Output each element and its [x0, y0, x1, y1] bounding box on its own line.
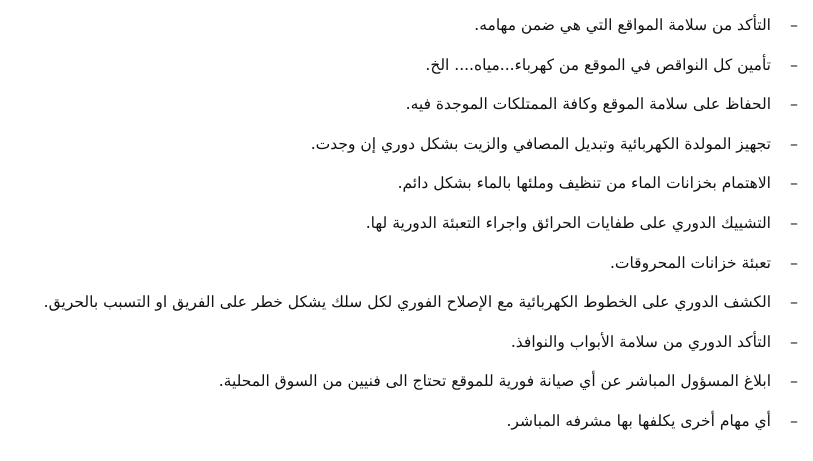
task-text: أي مهام أخرى يكلفها بها مشرفه المباشر.: [506, 411, 771, 430]
dash-bullet: –: [790, 253, 798, 272]
task-text: تعبئة خزانات المحروقات.: [609, 253, 771, 272]
list-item: [0, 406, 813, 446]
task-text: الحفاظ على سلامة الموقع وكافة الممتلكات الموجدة فيه.: [405, 95, 771, 114]
task-text: التأكد من سلامة المواقع التي هي ضمن مهامه.: [474, 16, 771, 34]
dash-bullet: –: [790, 174, 798, 193]
dash-bullet: –: [790, 213, 798, 232]
list-item: [0, 168, 813, 208]
list-item: [0, 50, 813, 90]
task-text: الاهتمام بخزانات الماء من تنظيف وملئها بالماء بشكل دائم.: [397, 174, 771, 193]
task-text: تجهيز المولدة الكهربائية وتبديل المصافي والزيت بشكل دوري إن وجدت.: [310, 134, 771, 153]
task-text: تأمين كل النواقص في الموقع من كهرباء...مياه.... الخ.: [425, 55, 771, 74]
task-text: التأكد الدوري من سلامة الأبواب والنوافذ.: [510, 332, 771, 351]
list-item: [0, 248, 813, 288]
list-item: [0, 208, 813, 248]
task-text: التشييك الدوري على طفايات الحرائق واجراء التعبئة الدورية لها.: [365, 213, 771, 232]
dash-bullet: –: [790, 372, 798, 391]
dash-bullet: –: [790, 411, 798, 430]
list-item: [0, 327, 813, 367]
dash-bullet: –: [790, 55, 798, 74]
dash-bullet: –: [790, 95, 798, 114]
list-item: [0, 89, 813, 129]
list-item: [0, 129, 813, 169]
list-item: [0, 10, 813, 50]
dash-bullet: –: [790, 134, 798, 153]
dash-bullet: –: [790, 16, 798, 34]
task-text: الكشف الدوري على الخطوط الكهربائية مع الإصلاح الفوري لكل سلك يشكل خطر على الفريق او التسبب بالحريق.: [43, 293, 771, 312]
task-text: ابلاغ المسؤول المباشر عن أي صيانة فورية للموقع تحتاج الى فنيين من السوق المحلية.: [218, 372, 771, 391]
list-item: [0, 366, 813, 406]
task-list: [0, 10, 813, 446]
dash-bullet: –: [790, 332, 798, 351]
list-item: [0, 287, 813, 327]
dash-bullet: –: [790, 293, 798, 312]
